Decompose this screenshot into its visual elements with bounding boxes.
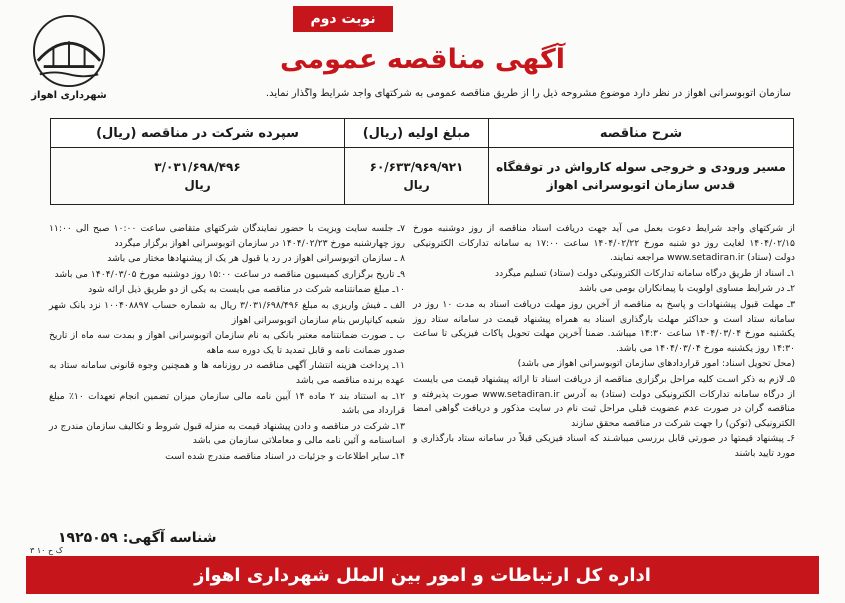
- deposit-cell: [51, 148, 345, 205]
- initial-amount-value: ۶۰/۶۳۳/۹۶۹/۹۲۱: [369, 160, 464, 174]
- condition-paragraph: ۱۲ـ به استناد بند ۲ ماده ۱۴ آیین نامه مالی سازمان میزان تضمین انجام تعهدات ۱۰٪ مبلغ قرارداد می باشد: [49, 390, 405, 417]
- header-description: شرح مناقصه: [489, 119, 794, 148]
- condition-paragraph: ۹ـ تاریخ برگزاری کمیسیون مناقصه در ساعت ۱۵:۰۰ روز دوشنبه مورخ ۱۴۰۴/۰۳/۰۵ می باشد: [54, 268, 405, 280]
- condition-paragraph: (محل تحویل اسناد: امور قراردادهای سازمان اتوبوسرانی اهواز می باشد): [517, 358, 795, 370]
- tender-table: [50, 118, 794, 205]
- condition-paragraph: ۱ـ اسناد از طریق درگاه سامانه تدارکات الکترونیکی دولت (ستاد) تسلیم میگردد: [494, 267, 795, 279]
- condition-paragraph: ب ـ صورت ضمانتنامه معتبر بانکی به نام سازمان اتوبوسرانی اهواز و بمدت سه ماه از تاریخ صدور ضمانت نامه و قابل تمدید تا یک دوره سه ماهه: [49, 330, 405, 356]
- condition-paragraph: ۱۴ـ سایر اطلاعات و جزئیات در اسناد مناقصه مندرج شده است: [165, 450, 405, 462]
- header-initial-amount: مبلغ اولیه (ریال): [345, 119, 489, 148]
- table-row: [51, 148, 794, 205]
- footer-banner: اداره کل ارتباطات و امور بین الملل شهرداری اهواز: [26, 556, 819, 594]
- dept-code: ک ح ۱۰ ۳: [30, 546, 63, 555]
- initial-amount-unit: ریال: [403, 178, 430, 192]
- header-deposit: سپرده شرکت در مناقصه (ریال): [51, 119, 345, 148]
- condition-paragraph: ۶ـ پیشنهاد قیمتها در صورتی قابل بررسی میباشـند که اسناد فیزیکی قبلاً در سامانه ستاد بارگذاری و مورد تایید باشند: [413, 433, 795, 459]
- bridge-logo-icon: [30, 14, 108, 88]
- condition-paragraph: ۳ـ مهلت قبول پیشنهادات و پاسخ به مناقصه از آخرین روز مهلت دریافت اسناد به مدت ۱۰ روز در سامانه ستاد است و حداکثر مهلت بارگذاری اسناد به همراه پیشنهاد قیمت در سامانه ستاد روز یکشنبه مورخ ۱۴۰۴/۰۳/۰۴ ساعت ۱۴:۳۰ میباشد. ضمنا آخرین مهلت تحویل پاکات فیزیکی تا ساعت ۱۴:۳۰ روز یکشنبه مورخ ۱۴۰۴/۰۳/۰۴ می باشد.: [413, 298, 795, 354]
- municipality-logo: [10, 14, 128, 114]
- second-publication-badge: نوبت دوم: [293, 6, 393, 32]
- page-title: آگهی مناقصه عمومی: [280, 44, 565, 75]
- condition-paragraph: الف ـ فیش واریزی به مبلغ ۳/۰۳۱/۶۹۸/۴۹۶ ریال به شماره حساب ۱۰۰۴۰۸۸۹۷ نزد بانک شهر شعبه کیانپارس بنام سازمان اتوبوسرانی اهواز: [49, 299, 406, 326]
- condition-paragraph: ۸ ـ سازمان اتوبوسرانی اهواز در رد یا قبول هر یک از پیشنهادها مختار می باشد: [107, 253, 405, 265]
- condition-paragraph: از شرکتهای واجد شرایط دعوت بعمل می آید جهت دریافت اسناد مناقصه از روز دوشنبه مورخ ۱۴۰۴/۰۲/۱۵ لغایت روز دو شنبه مورخ ۱۴۰۴/۰۲/۲۲ ساعت ۱۷:۰۰ به سامانه تدارکات الکترونیکی دولت (ستاد) www.setadiran.ir مراجعه نمایند.: [413, 223, 795, 264]
- tender-description: مسیر ورودی و خروجی سوله کارواش در توقفگاه قدس سازمان اتوبوسرانی اهواز: [489, 148, 794, 205]
- logo-caption: شهرداری اهواز: [31, 90, 107, 101]
- intro-text: سازمان اتوبوسرانی اهواز در نظر دارد موضوع مشروحه ذیل را از طریق مناقصه عمومی به شرکتهای واجد شرایط واگذار نماید.: [265, 88, 791, 99]
- conditions-left-column: [49, 222, 405, 466]
- notice-id: شناسه آگهی: ۱۹۲۵۰۵۹: [58, 530, 217, 546]
- condition-paragraph: ۱۰ـ مبلغ ضمانتنامه شرکت در مناقصه می بایست به یکی از دو طریق ذیل ارائه شود: [88, 284, 405, 296]
- conditions-right-column: [413, 222, 795, 463]
- condition-paragraph: ۷ـ جلسه سایت ویزیت با حضور نمایندگان شرکتهای متقاضی ساعت ۱۰:۰۰ صبح الی ۱۱:۰۰ روز چهارشنبه مورخ ۱۴۰۴/۰۲/۲۳ در سازمان اتوبوسرانی اهواز برگزار میگردد: [49, 223, 405, 249]
- condition-paragraph: ۱۳ـ شرکت در مناقصه و دادن پیشنهاد قیمت به منزله قبول شروط و تکالیف سازمان مندرج در اساسنامه و آئین نامه مالی و معاملاتی سازمان می باشد: [49, 420, 405, 447]
- initial-amount-cell: [345, 148, 489, 205]
- deposit-unit: ریال: [184, 178, 211, 192]
- condition-paragraph: ۵ـ لازم به ذکر اسـت کلیه مراحل برگزاری مناقصه از دریافت اسناد تا ارائه پیشنهاد قیمت می بایست از درگاه سامانه تدارکات الکترونیکی دولت (ستاد) به آدرس www.setadiran.ir صورت پذیرفته و مناقصه گران در صورت عدم عضویت قبلی مراحل ثبت نام در سایت مذکور و دریافت گواهی امضا الکترونیکی (توکن) را جهت شرکت در مناقصه محقق سازند: [413, 373, 795, 429]
- condition-paragraph: ۱۱ـ پرداخت هزینه انتشار آگهی مناقصه در روزنامه ها و همچنین وجوه قانونی سامانه ستاد به عهده برنده مناقصه می باشد: [49, 360, 405, 386]
- deposit-value: ۳/۰۳۱/۶۹۸/۴۹۶: [154, 160, 241, 174]
- condition-paragraph: ۲ـ در شرایط مساوی اولویت با پیمانکاران بومی می باشد: [579, 283, 795, 295]
